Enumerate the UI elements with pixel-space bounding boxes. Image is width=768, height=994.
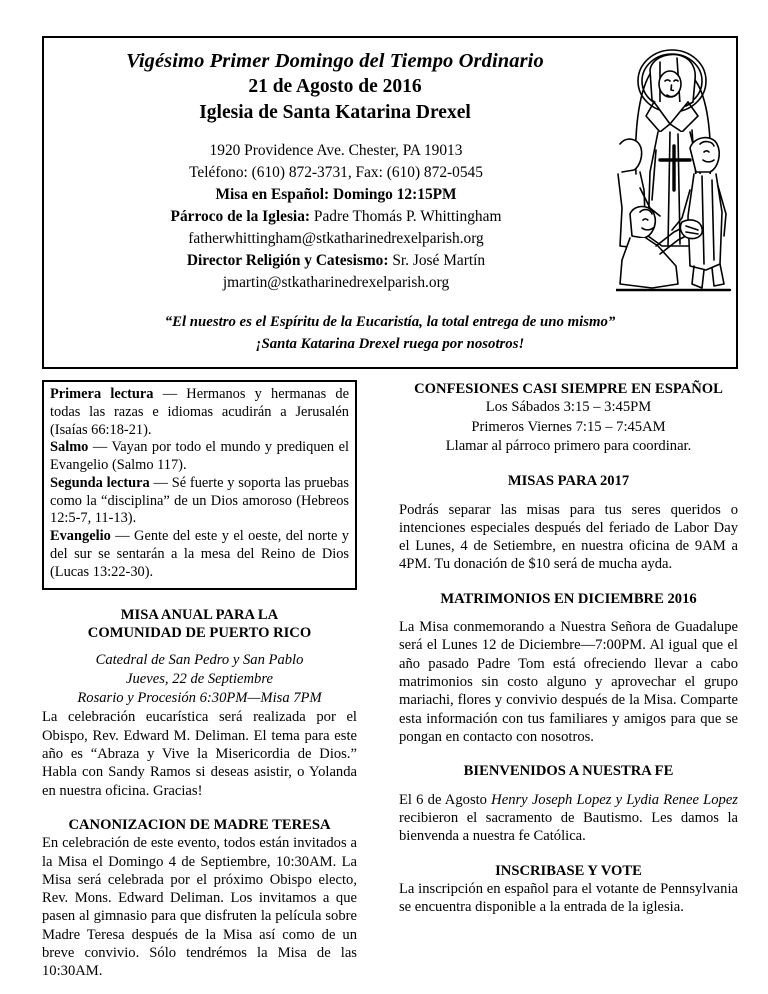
misa-anual-venue: Catedral de San Pedro y San Pablo: [95, 652, 304, 669]
bienvenidos-body-pre: El 6 de Agosto: [399, 791, 492, 808]
inscribase-heading: INSCRIBASE Y VOTE: [495, 862, 642, 879]
confesiones-note: Llamar al párroco primero para coordinar.: [445, 437, 692, 454]
section-confesiones: [399, 380, 738, 456]
spacer: [399, 781, 738, 790]
reading-second: [50, 475, 349, 528]
pastor-email: fatherwhittingham@stkatharinedrexelparish.org: [188, 229, 484, 247]
reading-second-text: — Sé fuerte y soporta las pruebas como la “disciplina” de un Dios amoroso (Hebreos 12:5-7, 11-13).: [50, 474, 349, 527]
misa-anual-schedule: Rosario y Procesión 6:30PM—Misa 7PM: [77, 690, 322, 707]
page-title-date: 21 de Agosto de 2016: [248, 76, 422, 98]
section-bienvenidos: [399, 762, 738, 845]
reading-gospel-label: Evangelio: [50, 528, 111, 545]
director-name-value: Sr. José Martín: [392, 251, 486, 269]
pastor-line: [48, 206, 624, 228]
spacer: [42, 642, 357, 651]
bienvenidos-baptism-names: Henry Joseph Lopez y Lydia Renee Lopez: [491, 791, 738, 808]
section-canonizacion: [42, 816, 357, 981]
left-column: [42, 380, 357, 981]
page-title-parish: Iglesia de Santa Katarina Drexel: [199, 101, 471, 123]
misa-anual-body: La celebración eucarística será realizada por el Obispo, Rev. Edward M. Deliman. El tema para este año es “Abraza y Vive la Misericordia de Dios.” Habla con Sandy Ramos si deseas asistir, o Yolanda en nuestra oficina. Gracias!: [42, 709, 357, 799]
canonizacion-heading: CANONIZACION DE MADRE TERESA: [68, 816, 331, 833]
right-column: [399, 380, 738, 981]
confesiones-first-friday: Primeros Viernes 7:15 – 7:45AM: [471, 418, 666, 435]
bienvenidos-body-post: recibieron el sacramento de Bautismo. Les damos la bienvenda a nuestra fe Católica.: [399, 810, 738, 845]
reading-first: [50, 386, 349, 439]
director-label: Director Religión y Catesismo:: [186, 251, 389, 269]
reading-psalm-label: Salmo: [50, 439, 89, 456]
section-matrimonios: [399, 590, 738, 747]
pastor-label: Párroco de la Iglesia:: [170, 207, 311, 225]
reading-gospel-text: — Gente del este y el oeste, del norte y del sur se sentarán a la mesa del Reino de Dios (Lucas 13:22-30).: [50, 528, 349, 580]
reading-first-text: — Hermanos y hermanas de todas las razas e idiomas acudirán a Jerusalén (Isaías 66:18-21).: [50, 386, 349, 438]
misas-2017-body: Podrás separar las misas para tus seres queridos o intenciones especiales después del feriado de Labor Day el Lunes, 4 de Setiembre, en nuestra oficina de 9AM a 4PM. Tu donación de $10 será de mucha ayda.: [399, 501, 738, 573]
section-inscribase: [399, 862, 738, 917]
masthead-box: [42, 36, 738, 369]
section-misa-anual: [42, 606, 357, 800]
misa-anual-heading-line1: MISA ANUAL PARA LA: [120, 606, 279, 623]
director-line: [48, 250, 624, 272]
canonizacion-body: En celebración de este evento, todos están invitados a la Misa el Domingo 4 de Septiembre, 10:30AM. La Misa será celebrada por el próximo Obispo electo, Rev. Mons. Edward Deliman. Los invitamos a que pasen al gimnasio para que disfruten la película sobre Madre Teresa después de la Misa así como de un breve convivio. Sólo tendrémos la Misa de las 10:30AM.: [42, 835, 357, 980]
spacer: [399, 491, 738, 500]
section-misas-2017: [399, 472, 738, 574]
matrimonios-body: La Misa conmemorando a Nuestra Señora de Guadalupe será el Lunes 12 de Diciembre—7:00PM. Al igual que el año pasado Padre Tom está ofreciendo llevar a cabo matrimonios sin costo alguno y aprovechar el grupo mariachi, flores y convivio después de la Misa. Comparte esta información con tus familiares y amigos para que se pongan en contacto con nosotros.: [399, 619, 738, 745]
reading-psalm: [50, 439, 349, 475]
reading-gospel: [50, 528, 349, 581]
misa-anual-date: Jueves, 22 de Septiembre: [126, 671, 273, 688]
reading-first-label: Primera lectura: [50, 386, 154, 402]
parish-address: 1920 Providence Ave. Chester, PA 19013: [209, 141, 463, 159]
misa-anual-heading-line2: COMUNIDAD DE PUERTO RICO: [87, 624, 312, 641]
director-email: jmartin@stkatharinedrexelparish.org: [222, 273, 450, 291]
misas-2017-heading: MISAS PARA 2017: [507, 473, 630, 490]
page-title-sunday: Vigésimo Primer Domingo del Tiempo Ordinario: [126, 50, 544, 72]
pastor-name-value: Padre Thomás P. Whittingham: [313, 207, 502, 225]
readings-box: [42, 380, 357, 590]
parish-motto: [44, 312, 736, 355]
motto-line-2: ¡Santa Katarina Drexel ruega por nosotros!: [255, 335, 525, 352]
reading-psalm-text: — Vayan por todo el mundo y prediquen el Evangelio (Salmo 117).: [50, 439, 349, 474]
matrimonios-heading: MATRIMONIOS EN DICIEMBRE 2016: [440, 590, 697, 607]
bienvenidos-heading: BIENVENIDOS A NUESTRA FE: [463, 763, 674, 780]
confesiones-saturday: Los Sábados 3:15 – 3:45PM: [485, 399, 652, 416]
bienvenidos-body: [399, 791, 738, 846]
parish-phone-fax: Teléfono: (610) 872-3731, Fax: (610) 872-0545: [189, 163, 483, 181]
inscribase-body: La inscripción en español para el votante de Pennsylvania se encuentra disponible a la entrada de la iglesia.: [399, 881, 738, 916]
spanish-mass-time: Misa en Español: Domingo 12:15PM: [215, 185, 457, 203]
saint-katharine-drexel-illustration: [616, 40, 734, 296]
motto-line-1: “El nuestro es el Espíritu de la Eucaristía, la total entrega de uno mismo”: [164, 314, 616, 331]
confesiones-heading: CONFESIONES CASI SIEMPRE EN ESPAÑOL: [414, 381, 723, 397]
spacer: [399, 608, 738, 617]
bulletin-columns: [42, 380, 738, 981]
reading-second-label: Segunda lectura: [50, 474, 150, 491]
